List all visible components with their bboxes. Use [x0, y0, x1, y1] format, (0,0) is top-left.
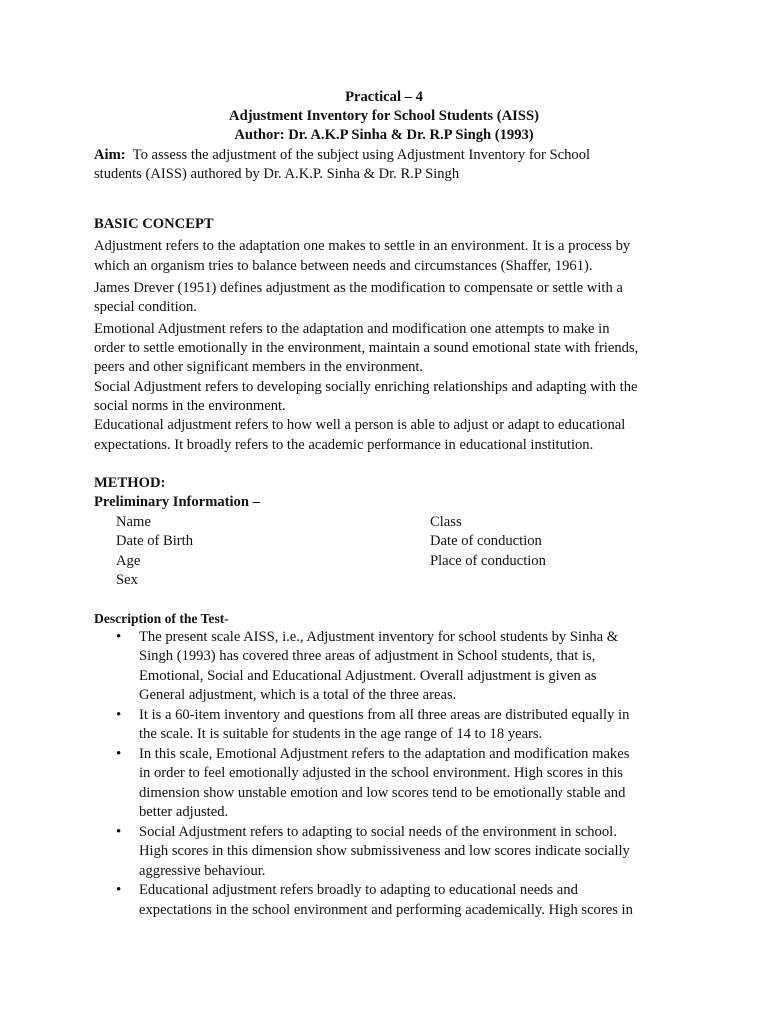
- bullet-line: General adjustment, which is a total of the three areas.: [139, 687, 457, 703]
- concept-line: expectations. It broadly refers to the academic performance in educational institution.: [94, 437, 594, 453]
- practical-number: Practical – 4: [345, 89, 423, 105]
- bullet-line: High scores in this dimension show submissiveness and low scores indicate socially: [139, 843, 630, 859]
- field-date-of-conduction: Date of conduction: [430, 533, 542, 549]
- bullet-symbol: •: [116, 824, 122, 840]
- concept-line: order to settle emotionally in the environment, maintain a sound emotional state with friends,: [94, 340, 639, 356]
- field-class: Class: [430, 514, 462, 530]
- concept-line: Emotional Adjustment refers to the adaptation and modification one attempts to make in: [94, 321, 610, 337]
- concept-line: special condition.: [94, 299, 197, 315]
- aim-text-2: students (AISS) authored by Dr. A.K.P. Sinha & Dr. R.P Singh: [94, 166, 460, 182]
- bullet-symbol: •: [116, 882, 122, 898]
- concept-line: Social Adjustment refers to developing socially enriching relationships and adapting with the: [94, 379, 638, 395]
- field-age: Age: [116, 553, 141, 569]
- bullet-symbol: •: [116, 629, 122, 645]
- document-author: Author: Dr. A.K.P Sinha & Dr. R.P Singh (1993): [234, 127, 534, 143]
- bullet-symbol: •: [116, 746, 122, 762]
- bullet-line: Emotional, Social and Educational Adjustment. Overall adjustment is given as: [139, 668, 597, 684]
- bullet-line: aggressive behaviour.: [139, 863, 266, 879]
- concept-line: Educational adjustment refers to how well a person is able to adjust or adapt to educational: [94, 417, 626, 433]
- document-title: Adjustment Inventory for School Students (AISS): [229, 108, 539, 124]
- bullet-line: in order to feel emotionally adjusted in the school environment. High scores in this: [139, 765, 623, 781]
- bullet-line: the scale. It is suitable for students in the age range of 14 to 18 years.: [139, 726, 543, 742]
- field-name: Name: [116, 514, 151, 530]
- bullet-line: Social Adjustment refers to adapting to social needs of the environment in school.: [139, 824, 617, 840]
- field-sex: Sex: [116, 572, 138, 588]
- bullet-line: better adjusted.: [139, 804, 229, 820]
- description-heading: Description of the Test-: [94, 611, 229, 626]
- bullet-line: In this scale, Emotional Adjustment refers to the adaptation and modification makes: [139, 746, 630, 762]
- method-heading: METHOD:: [94, 475, 166, 491]
- aim-line-1: [94, 146, 590, 165]
- concept-line: social norms in the environment.: [94, 398, 286, 414]
- field-date-of-birth: Date of Birth: [116, 533, 194, 549]
- aim-label: Aim:: [94, 147, 126, 163]
- concept-line: James Drever (1951) defines adjustment as the modification to compensate or settle with a: [94, 280, 623, 296]
- aim-text-1: To assess the adjustment of the subject using Adjustment Inventory for School: [132, 147, 591, 163]
- field-place-of-conduction: Place of conduction: [430, 553, 546, 569]
- concept-line: which an organism tries to balance between needs and circumstances (Shaffer, 1961).: [94, 258, 593, 274]
- basic-concept-heading: BASIC CONCEPT: [94, 216, 214, 232]
- bullet-line: Singh (1993) has covered three areas of adjustment in School students, that is,: [139, 648, 596, 664]
- bullet-symbol: •: [116, 707, 122, 723]
- bullet-line: It is a 60-item inventory and questions from all three areas are distributed equally in: [139, 707, 630, 723]
- bullet-line: Educational adjustment refers broadly to adapting to educational needs and: [139, 882, 578, 898]
- concept-line: peers and other significant members in the environment.: [94, 359, 424, 375]
- bullet-line: expectations in the school environment and performing academically. High scores in: [139, 902, 633, 918]
- bullet-line: The present scale AISS, i.e., Adjustment inventory for school students by Sinha &: [139, 629, 619, 645]
- bullet-line: dimension show unstable emotion and low scores tend to be emotionally stable and: [139, 785, 626, 801]
- concept-line: Adjustment refers to the adaptation one makes to settle in an environment. It is a process by: [94, 238, 631, 254]
- preliminary-info-heading: Preliminary Information –: [94, 494, 260, 510]
